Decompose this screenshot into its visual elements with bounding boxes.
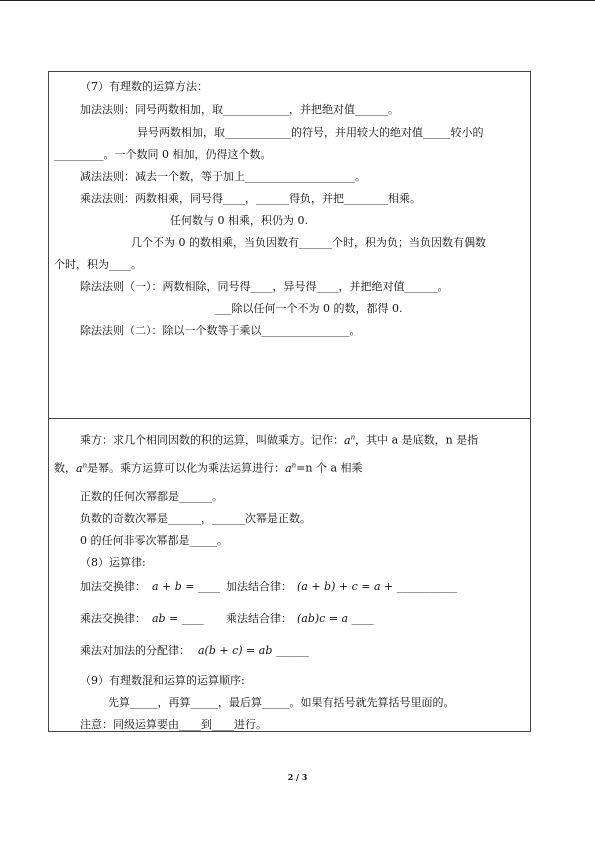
- mul-rule-line-1: 乘法法则：两数相乘，同号得____，______得负，并把________相乘。: [80, 192, 421, 205]
- mul-rule-line-3: 几个不为 0 的数相乘，当负因数有______个时，积为负；当负因数有偶数: [131, 236, 486, 249]
- mul-comm-expr: ab = ____: [152, 612, 204, 625]
- header-rule: [0, 0, 595, 1]
- div-rule-line-2: ___除以任何一个不为 0 的数，都得 0.: [215, 302, 403, 315]
- exponent-symbol: n: [350, 433, 356, 441]
- power-def-text-b: ，其中 a 是底数，n 是指: [355, 433, 479, 447]
- power-definition-line-1: [80, 430, 478, 448]
- add-rule-line-3: _________。一个数同 0 相加，仍得这个数。: [54, 148, 272, 161]
- add-assoc-expr: (a + b) + c = a + ___________: [297, 580, 458, 593]
- mul-assoc-expr: (ab)c = a ____: [297, 612, 374, 625]
- exponent-symbol: n: [82, 461, 88, 469]
- mul-assoc-label: 乘法结合律：: [226, 612, 292, 625]
- sub-rule: 减法法则：减去一个数，等于加上____________________。: [80, 170, 366, 183]
- dist-label: 乘法对加法的分配律：: [80, 644, 190, 657]
- power-def-text-a: 乘方：求几个相同因数的积的运算，叫做乘方。记作：: [80, 433, 344, 447]
- operation-note: 注意：同级运算要由____到____进行。: [80, 718, 267, 731]
- dist-expr: a(b + c) = ab ______: [198, 644, 309, 657]
- mul-comm-label: 乘法交换律：: [80, 612, 146, 625]
- add-rule-line-2: 异号两数相加，取____________的符号，并用较大的绝对值_____较小的: [137, 126, 484, 139]
- base-symbol: a: [344, 433, 351, 447]
- div-rule-line-1: 除法法则（一）：两数相除，同号得____，异号得____，并把绝对值______。: [80, 280, 449, 293]
- mul-rule-line-2: 任何数与 0 相乘，积仍为 0.: [170, 214, 308, 227]
- power-notation: [76, 462, 87, 475]
- power-rule-positive: 正数的任何次幂都是______。: [80, 490, 223, 503]
- base-symbol: a: [285, 461, 292, 475]
- page-number: 2 / 3: [287, 772, 308, 782]
- add-comm-expr: a + b = ____: [152, 580, 221, 593]
- power-def-text-d: 是幂。乘方运算可以化为乘法运算进行：: [87, 461, 286, 475]
- power-definition-line-2: [54, 458, 363, 476]
- add-rule-line-1: 加法法则：同号两数相加，取____________，并把绝对值______。: [80, 103, 399, 116]
- power-notation: [344, 434, 355, 447]
- power-notation: [285, 462, 296, 475]
- base-symbol: a: [76, 461, 83, 475]
- section7-title: （7）有理数的运算方法：: [80, 80, 208, 93]
- exponent-symbol: n: [291, 461, 297, 469]
- power-rule-zero: 0 的任何非零次幂都是_____。: [80, 534, 228, 547]
- section8-title: （8）运算律:: [80, 556, 146, 569]
- power-def-text-e: =n 个 a 相乘: [296, 461, 363, 475]
- mul-rule-line-4: 个时，积为____。: [54, 258, 142, 271]
- operation-order: 先算_____，再算_____，最后算_____。如果有括号就先算括号里面的。: [108, 696, 455, 709]
- power-rule-negative: 负数的奇数次幂是______，______次幂是正数。: [80, 512, 311, 525]
- div-rule-line-3: 除法法则（二）：除以一个数等于乘以________________。: [80, 324, 361, 337]
- power-def-text-c: 数，: [54, 461, 76, 475]
- add-assoc-label: 加法结合律：: [226, 580, 292, 593]
- section9-title: （9）有理数混和运算的运算顺序:: [80, 674, 245, 687]
- add-comm-label: 加法交换律：: [80, 580, 146, 593]
